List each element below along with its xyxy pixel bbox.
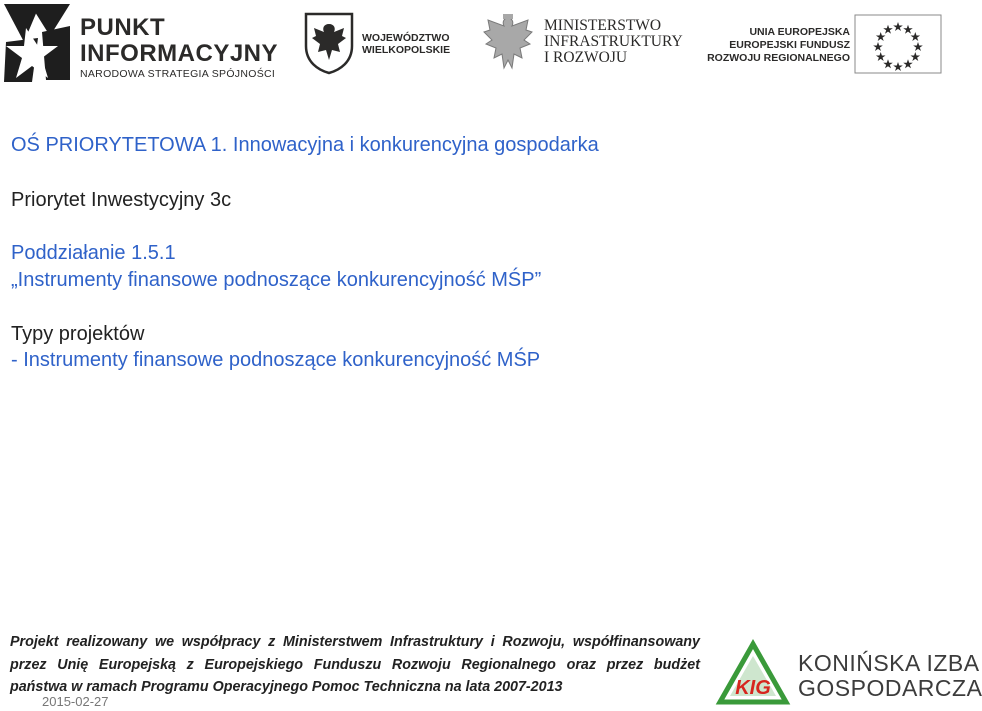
kig-mark-icon (716, 640, 790, 706)
punkt-logo-line3: NARODOWA STRATEGIA SPÓJNOŚCI (80, 68, 276, 80)
ministry-logo-line3: I ROZWOJU (544, 49, 628, 66)
punkt-informacyjny-logo (2, 2, 279, 82)
kig-logo-line2: GOSPODARCZA (798, 675, 982, 701)
wielkopolska-logo (304, 12, 454, 74)
ministry-logo (480, 12, 685, 74)
eu-logo-line3: ROZWOJU REGIONALNEGO (707, 52, 850, 64)
slide-date: 2015-02-27 (42, 694, 109, 709)
investment-priority: Priorytet Inwestycyjny 3c (11, 189, 232, 211)
funding-line-1: Projekt realizowany we współpracy z Ministerstwem Infrastruktury i Rozwoju, współfinansowany (10, 634, 700, 650)
funding-line-3: państwa w ramach Programu Operacyjnego Pomoc Techniczna na lata 2007-2013 (10, 679, 563, 695)
punkt-logo-line1: PUNKT (80, 14, 166, 41)
project-types-item: - Instrumenty finansowe podnoszące konkurencyjność MŚP (11, 349, 541, 371)
kig-logo-line1: KONIŃSKA IZBA (798, 650, 980, 676)
star-figure-icon (2, 2, 72, 82)
eu-flag-icon (854, 14, 942, 74)
kig-mark-text: KIG (735, 677, 771, 699)
white-eagle-icon (480, 12, 536, 74)
ministry-logo-line2: INFRASTRUKTURY (544, 33, 683, 50)
subaction-number: Poddziałanie 1.5.1 (11, 242, 176, 264)
eu-logo-line2: EUROPEJSKI FUNDUSZ (729, 39, 850, 51)
funding-line-2: przez Unię Europejską z Europejskiego Funduszu Rozwoju Regionalnego oraz przez budżet (10, 656, 700, 673)
subaction-name: „Instrumenty finansowe podnoszące konkurencyjność MŚP” (11, 269, 542, 291)
punkt-logo-line2: INFORMACYJNY (80, 40, 279, 67)
wlkp-logo-line2: WIELKOPOLSKIE (362, 44, 451, 56)
funding-statement (10, 631, 700, 699)
ministry-logo-line1: MINISTERSTWO (544, 17, 662, 34)
wlkp-logo-line1: WOJEWÓDZTWO (362, 32, 450, 44)
eu-logo (707, 14, 944, 74)
kig-logo (716, 640, 982, 706)
eagle-shield-icon (304, 12, 354, 74)
eu-logo-line1: UNIA EUROPEJSKA (749, 26, 850, 38)
project-types-heading: Typy projektów (11, 323, 145, 345)
priority-axis-title: OŚ PRIORYTETOWA 1. Innowacyjna i konkurencyjna gospodarka (11, 134, 599, 156)
